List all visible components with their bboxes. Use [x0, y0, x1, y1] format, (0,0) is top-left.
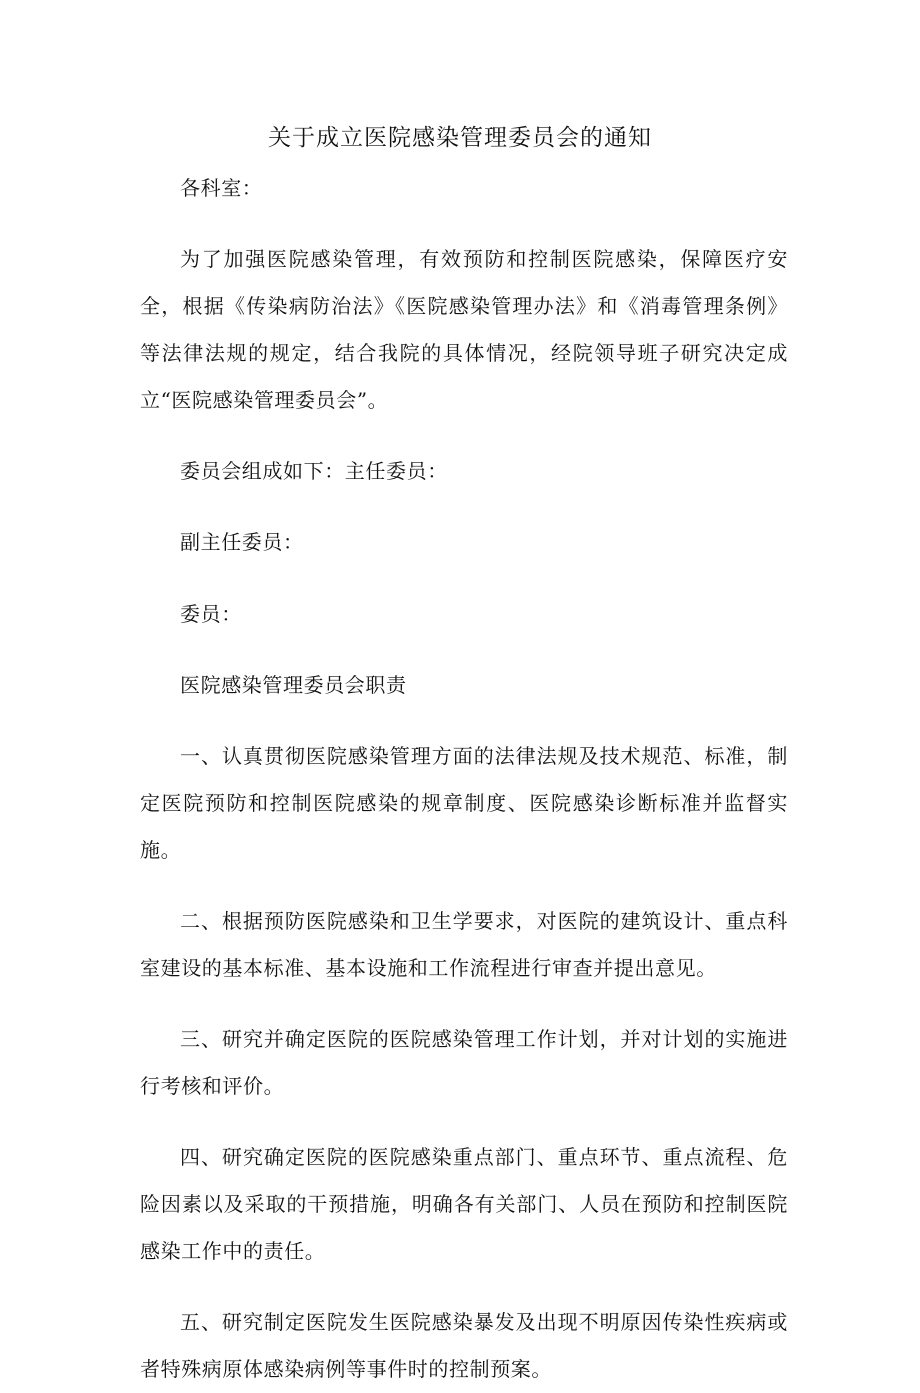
document-body: [140, 165, 788, 1393]
paragraph-vice-director: 副主任委员：: [180, 530, 304, 555]
document-title: 关于成立医院感染管理委员会的通知: [268, 125, 652, 151]
paragraph-duty-2: 二、根据预防医院感染和卫生学要求，对医院的建筑设计、重点科室建设的基本标准、基本设施和工作流程进行审查并提出意见。: [140, 909, 788, 980]
paragraph-duty-3: 三、研究并确定医院的医院感染管理工作计划，并对计划的实施进行考核和评价。: [140, 1027, 788, 1099]
paragraph-duty-1: 一、认真贯彻医院感染管理方面的法律法规及技术规范、标准，制定医院预防和控制医院感染的规章制度、医院感染诊断标准并监督实施。: [140, 744, 788, 862]
paragraph-duties-heading: 医院感染管理委员会职责: [180, 673, 407, 698]
paragraph-duty-4: 四、研究确定医院的医院感染重点部门、重点环节、重点流程、危险因素以及采取的干预措施，明确各有关部门、人员在预防和控制医院感染工作中的责任。: [140, 1145, 788, 1263]
salutation: 各科室：: [180, 176, 263, 200]
paragraph-members: 委员：: [180, 601, 242, 626]
paragraph-intro: 为了加强医院感染管理，有效预防和控制医院感染，保障医疗安全，根据《传染病防治法》《医院感染管理办法》和《消毒管理条例》等法律法规的规定，结合我院的具体情况，经院领导班子研究决定成立“医院感染管理委员会”。: [140, 247, 788, 412]
paragraph-committee-composition: 委员会组成如下：主任委员：: [180, 458, 448, 483]
paragraph-duty-5: 五、研究制定医院发生医院感染暴发及出现不明原因传染性疾病或者特殊病原体感染病例等事件时的控制预案。: [140, 1310, 788, 1381]
